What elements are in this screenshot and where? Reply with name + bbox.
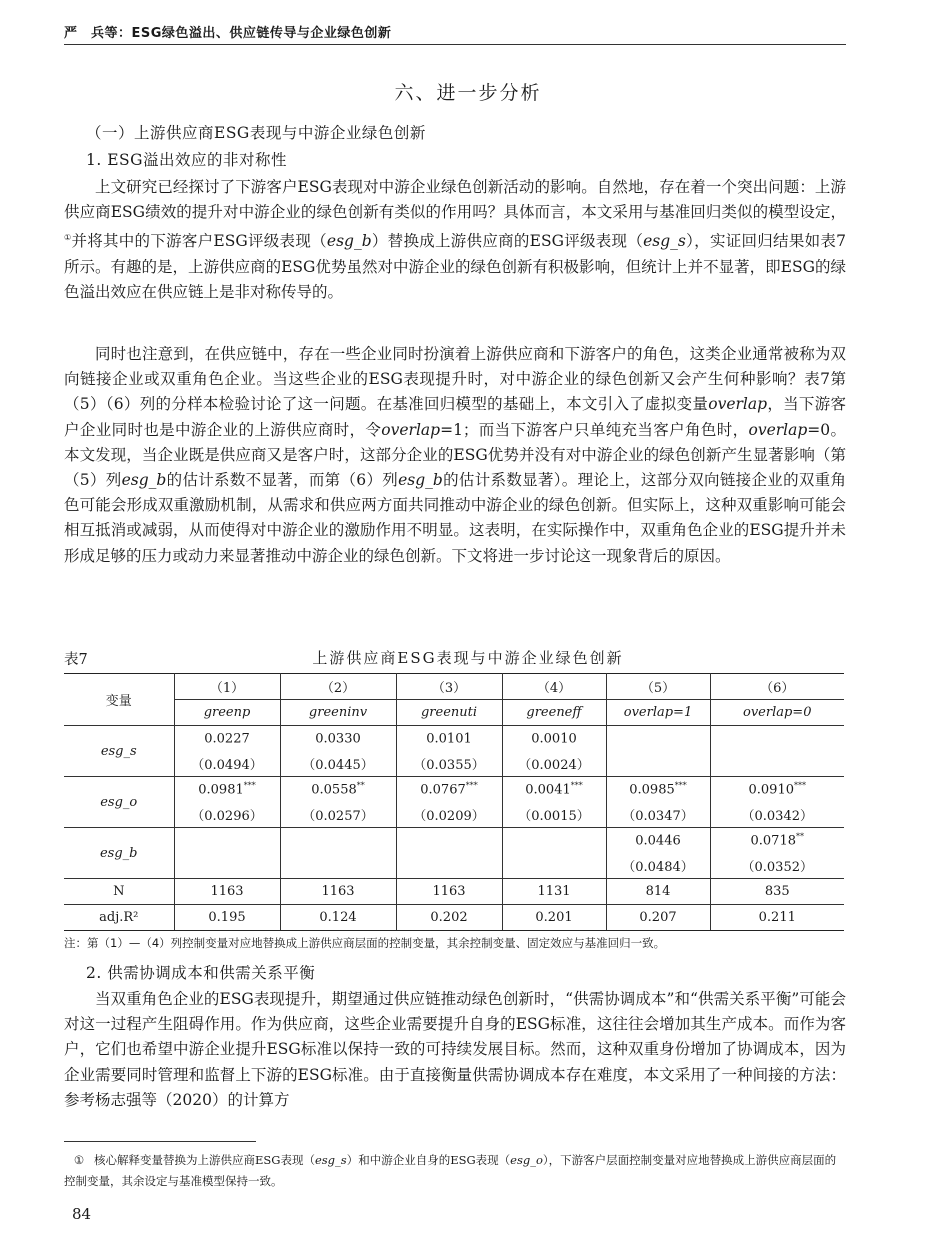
coef-cell: 0.0446 bbox=[606, 828, 710, 854]
table-row bbox=[64, 751, 844, 777]
n-cell: 835 bbox=[710, 879, 844, 905]
col-number: （1） bbox=[174, 674, 280, 700]
se-cell: （0.0342） bbox=[710, 802, 844, 828]
variable-overlap: overlap bbox=[748, 420, 808, 439]
regression-table bbox=[64, 673, 844, 931]
footnote-mark: ① bbox=[73, 1153, 85, 1167]
coef-cell bbox=[606, 726, 710, 752]
row-label-n: N bbox=[64, 879, 174, 905]
variable-esg_b: esg_b bbox=[121, 471, 167, 490]
coef-cell bbox=[396, 828, 502, 854]
page-number: 84 bbox=[72, 1205, 92, 1223]
text-run: 上文研究已经探讨了下游客户ESG表现对中游企业绿色创新活动的影响。自然地，存在着一个突出问题：上游供应商ESG绩效的提升对中游企业的绿色创新有类似的作用吗？具体而言，本文采用与基准回归类似的模型设定， bbox=[64, 178, 846, 222]
col-name: overlap=1 bbox=[606, 700, 710, 726]
text-run: =1；而当下游客户只单纯充当客户角色时， bbox=[440, 420, 749, 439]
col-name: greeninv bbox=[280, 700, 396, 726]
variable-overlap: overlap bbox=[381, 420, 441, 439]
coef-cell: 0.0767*** bbox=[396, 777, 502, 803]
table-note: 注：第（1）—（4）列控制变量对应地替换成上游供应商层面的控制变量，其余控制变量、固定效应与基准回归一致。 bbox=[64, 936, 666, 950]
table-header-row bbox=[64, 674, 844, 700]
n-cell: 1163 bbox=[396, 879, 502, 905]
coef-cell: 0.0010 bbox=[502, 726, 606, 752]
col-number: （2） bbox=[280, 674, 396, 700]
coef-cell bbox=[174, 828, 280, 854]
n-cell: 814 bbox=[606, 879, 710, 905]
table-row bbox=[64, 828, 844, 854]
variable-esg_b: esg_b bbox=[398, 471, 443, 490]
text-run: ）和中游企业自身的ESG表现（ bbox=[346, 1153, 511, 1167]
variable-esg_o: esg_o bbox=[510, 1153, 543, 1167]
subsection-heading-1: （一）上游供应商ESG表现与中游企业绿色创新 bbox=[86, 124, 426, 142]
header-rule bbox=[64, 44, 846, 45]
footnote-ref[interactable]: ① bbox=[64, 233, 72, 243]
row-variable-name: esg_b bbox=[64, 828, 174, 879]
r2-cell: 0.124 bbox=[280, 905, 396, 931]
se-cell: （0.0296） bbox=[174, 802, 280, 828]
table-row bbox=[64, 853, 844, 879]
coef-cell: 0.0910*** bbox=[748, 781, 806, 798]
se-cell bbox=[174, 853, 280, 879]
coef-cell: 0.0718** bbox=[750, 832, 804, 849]
se-cell bbox=[396, 853, 502, 879]
body-paragraph-3-block bbox=[64, 987, 846, 1113]
footnote bbox=[64, 1150, 846, 1192]
se-cell: （0.0484） bbox=[606, 853, 710, 879]
col-number: （5） bbox=[606, 674, 710, 700]
coef-cell bbox=[710, 726, 844, 752]
r2-cell: 0.201 bbox=[502, 905, 606, 931]
text-run: ，当下游客户企业同时也是中游企业的上游供应商时，令 bbox=[64, 395, 846, 439]
coef-cell: 0.0330 bbox=[280, 726, 396, 752]
coef-cell bbox=[502, 828, 606, 854]
se-cell: （0.0015） bbox=[502, 802, 606, 828]
col-number: （4） bbox=[502, 674, 606, 700]
text-run: 的估计系数显著）。理论上，这部分双向链接企业的双重角色可能会形成双重激励机制，从需求和供应两方面共同推动中游企业的绿色创新。但实际上，这种双重影响可能会相互抵消或减弱，从而使得对中游企业的激励作用不明显。这表明，在实际操作中，双重角色企业的ESG提升并未形成足够的压力或动力来显著推动中游企业的绿色创新。下文将进一步讨论这一现象背后的原因。 bbox=[64, 471, 846, 565]
variable-esg_s: esg_s bbox=[643, 232, 686, 251]
col-name: greenuti bbox=[396, 700, 502, 726]
variable-esg_b: esg_b bbox=[326, 232, 372, 251]
col-name: greeneff bbox=[502, 700, 606, 726]
variable-esg_s: esg_s bbox=[314, 1153, 347, 1167]
coef-cell: 0.0227 bbox=[174, 726, 280, 752]
col-name: overlap=0 bbox=[710, 700, 844, 726]
col-number: （3） bbox=[396, 674, 502, 700]
table-caption: 上游供应商ESG表现与中游企业绿色创新 bbox=[312, 649, 624, 667]
coef-cell bbox=[280, 828, 396, 854]
col-name: greenp bbox=[174, 700, 280, 726]
text-run: 同时也注意到，在供应链中，存在一些企业同时扮演着上游供应商和下游客户的角色，这类企业通常被称为双向链接企业或双重角色企业。当这些企业的ESG表现提升时，对中游企业的绿色创新又会产生何种影响？表7第（5）（6）列的分样本检验讨论了这一问题。在基准回归模型的基础上，本文引入了虚拟变量 bbox=[64, 345, 846, 414]
text-run: 并将其中的下游客户ESG评级表现（ bbox=[71, 232, 327, 251]
row-label-r2: adj.R² bbox=[64, 905, 174, 931]
subsubsection-heading-2: 2. 供需协调成本和供需关系平衡 bbox=[86, 964, 316, 982]
table-row-n bbox=[64, 879, 844, 905]
n-cell: 1131 bbox=[502, 879, 606, 905]
n-cell: 1163 bbox=[174, 879, 280, 905]
r2-cell: 0.202 bbox=[396, 905, 502, 931]
table-row bbox=[64, 726, 844, 752]
coef-cell: 0.0985*** bbox=[606, 777, 710, 803]
body-paragraph-1-block bbox=[64, 175, 846, 305]
body-paragraph-2 bbox=[64, 342, 846, 569]
text-run: ），下游客户层面控制变量对应地替换成上游供应商层面的控制变量，其余设定与基准模型保持一致。 bbox=[64, 1153, 837, 1188]
r2-cell: 0.207 bbox=[606, 905, 710, 931]
table-row bbox=[64, 802, 844, 828]
text-run: ），实证回归结果如表7所示。有趣的是，上游供应商的ESG优势虽然对中游企业的绿色创新有积极影响，但统计上并不显著，即ESG的绿色溢出效应在供应链上是非对称传导的。 bbox=[64, 232, 846, 301]
coef-cell: 0.0558** bbox=[280, 777, 396, 803]
se-cell: （0.0494） bbox=[174, 751, 280, 777]
text-run: =0。本文发现，当企业既是供应商又是客户时，这部分企业的ESG优势并没有对中游企业的绿色创新产生显著影响（第（5）列 bbox=[64, 420, 846, 490]
text-run: 核心解释变量替换为上游供应商ESG表现（ bbox=[94, 1153, 315, 1167]
table-row-r2 bbox=[64, 905, 844, 931]
se-cell: （0.0257） bbox=[280, 802, 396, 828]
table-row bbox=[64, 777, 844, 803]
text-run: ）替换成上游供应商的ESG评级表现（ bbox=[371, 232, 644, 251]
body-paragraph-3: 当双重角色企业的ESG表现提升，期望通过供应链推动绿色创新时，“供需协调成本”和“供需关系平衡”可能会对这一过程产生阻碍作用。作为供应商，这些企业需要提升自身的ESG标准，这往往会增加其生产成本。而作为客户，它们也希望中游企业提升ESG标准以保持一致的可持续发展目标。然而，这种双重身份增加了协调成本，因为企业需要同时管理和监督上下游的ESG标准。由于直接衡量供需协调成本存在难度，本文采用了一种间接的方法：参考杨志强等（2020）的计算方 bbox=[64, 990, 846, 1109]
r2-cell: 0.195 bbox=[174, 905, 280, 931]
row-variable-name: esg_s bbox=[64, 726, 174, 777]
se-cell: （0.0445） bbox=[280, 751, 396, 777]
variable-overlap: overlap bbox=[708, 395, 768, 414]
footnote-rule bbox=[64, 1141, 256, 1142]
se-cell: （0.0024） bbox=[502, 751, 606, 777]
coef-cell: 0.0041*** bbox=[502, 777, 606, 803]
coef-cell: 0.0981*** bbox=[174, 777, 280, 803]
table-label: 表7 bbox=[64, 652, 88, 668]
se-cell: （0.0355） bbox=[396, 751, 502, 777]
r2-cell: 0.211 bbox=[710, 905, 844, 931]
se-cell bbox=[280, 853, 396, 879]
se-cell: （0.0347） bbox=[606, 802, 710, 828]
se-cell: （0.0209） bbox=[396, 802, 502, 828]
col-number: （6） bbox=[710, 674, 844, 700]
se-cell bbox=[606, 751, 710, 777]
se-cell: （0.0352） bbox=[710, 853, 844, 879]
variable-header: 变量 bbox=[64, 674, 174, 726]
row-variable-name: esg_o bbox=[64, 777, 174, 828]
n-cell: 1163 bbox=[280, 879, 396, 905]
text-run: 的估计系数不显著，而第（6）列 bbox=[166, 471, 399, 490]
body-paragraph-1 bbox=[64, 175, 846, 305]
subsubsection-heading-1: 1. ESG溢出效应的非对称性 bbox=[86, 151, 288, 169]
section-title: 六、进一步分析 bbox=[394, 82, 542, 104]
running-head: 严 兵等：ESG绿色溢出、供应链传导与企业绿色创新 bbox=[64, 26, 392, 41]
se-cell bbox=[710, 751, 844, 777]
body-paragraph-2-block bbox=[64, 342, 846, 569]
se-cell bbox=[502, 853, 606, 879]
coef-cell: 0.0101 bbox=[396, 726, 502, 752]
table-colname-row bbox=[64, 700, 844, 726]
